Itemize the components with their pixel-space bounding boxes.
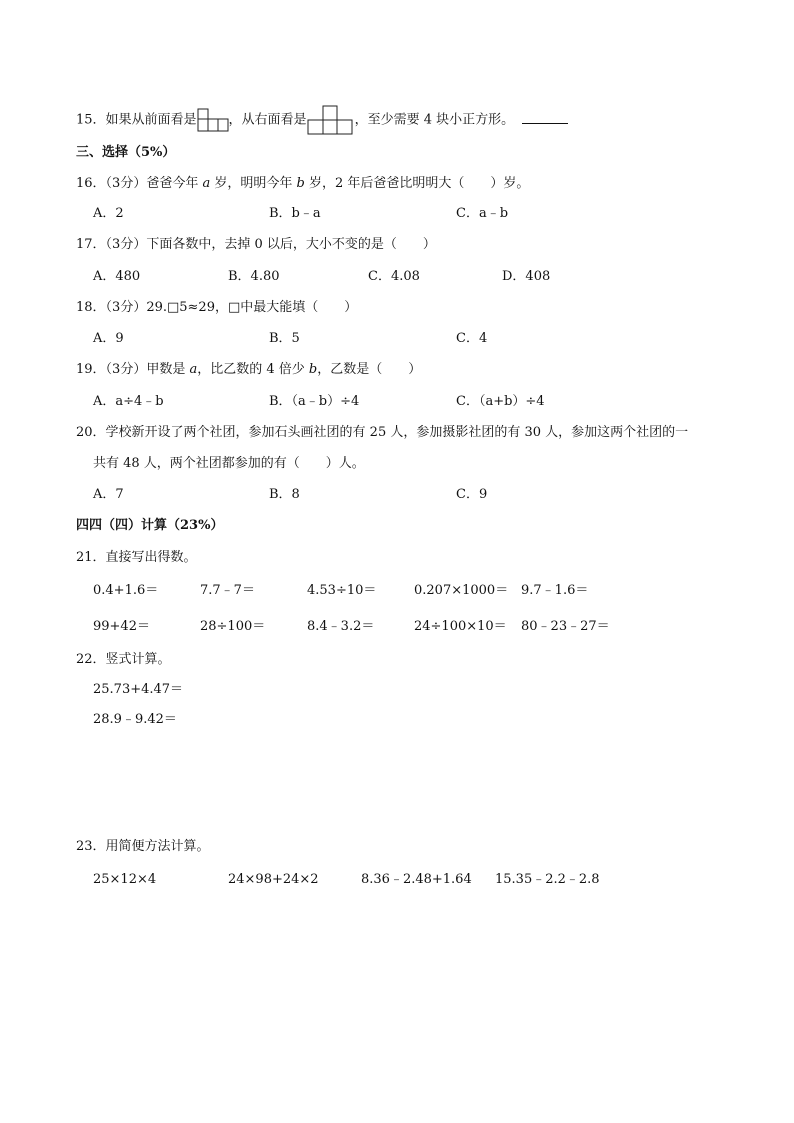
answer-blank[interactable]	[522, 111, 568, 124]
section-heading-choice: 三、选择（5%）	[76, 145, 176, 160]
q16-stem-a: 16．（3分）爸爸今年	[76, 176, 203, 191]
q17-option-c[interactable]: C．4.08	[368, 269, 420, 284]
q20-option-b[interactable]: B．8	[269, 487, 300, 502]
q19-option-c[interactable]: C．（a+b）÷4	[456, 394, 545, 409]
question-20-line-1: 20．学校新开设了两个社团，参加石头画社团的有 25 人，参加摄影社团的有 30 人，参加这两个社团的一	[76, 425, 689, 440]
q19-option-a[interactable]: A．a÷4﹣b	[93, 394, 164, 409]
q21-r1-c5: 9.7﹣1.6＝	[521, 583, 589, 598]
q19-stem-a: 19．（3分）甲数是	[76, 362, 190, 377]
question-22: 22．竖式计算。	[76, 652, 171, 667]
question-20-line-2: 共有 48 人，两个社团都参加的有（ ）人。	[93, 456, 365, 471]
right-view-figure	[307, 105, 355, 135]
q20-option-a[interactable]: A．7	[93, 487, 124, 502]
q16-var-a: a	[202, 176, 211, 191]
q19-var-b: b	[308, 362, 318, 377]
q15-suffix: ，至少需要 4 块小正方形。	[354, 112, 515, 128]
question-15	[76, 105, 568, 135]
q21-r2-c1: 99+42＝	[93, 619, 150, 634]
question-21: 21．直接写出得数。	[76, 550, 197, 565]
q21-r1-c3: 4.53÷10＝	[307, 583, 377, 598]
q19-stem-c: ，乙数是（ ）	[317, 362, 422, 377]
q15-middle: ，从右面看是	[228, 112, 307, 128]
q21-r1-c2: 7.7﹣7＝	[200, 583, 255, 598]
q23-item-3: 8.36﹣2.48+1.64	[361, 872, 472, 887]
question-16	[76, 175, 529, 193]
q18-option-b[interactable]: B．5	[269, 331, 300, 346]
q16-stem-c: 岁，2 年后爸爸比明明大（ ）岁。	[304, 176, 530, 191]
q16-option-c[interactable]: C．a﹣b	[456, 206, 509, 221]
q16-option-a[interactable]: A．2	[93, 206, 124, 221]
q17-option-b[interactable]: B．4.80	[228, 269, 280, 284]
q21-r2-c4: 24÷100×10＝	[414, 619, 507, 634]
q15-prefix: 15．如果从前面看是	[76, 112, 197, 128]
q18-option-a[interactable]: A．9	[93, 331, 124, 346]
question-19	[76, 361, 421, 379]
q16-option-b[interactable]: B．b﹣a	[269, 206, 321, 221]
q23-item-2: 24×98+24×2	[228, 872, 319, 887]
q23-item-4: 15.35﹣2.2﹣2.8	[495, 872, 600, 887]
question-23: 23．用简便方法计算。	[76, 839, 210, 854]
q16-stem-b: 岁，明明今年	[210, 176, 297, 191]
q18-option-c[interactable]: C．4	[456, 331, 488, 346]
q21-r1-c4: 0.207×1000＝	[414, 583, 509, 598]
q21-r2-c2: 28÷100＝	[200, 619, 266, 634]
q22-item-1: 25.73+4.47＝	[93, 682, 184, 697]
q17-option-a[interactable]: A．480	[93, 269, 141, 284]
q19-stem-b: ，比乙数的 4 倍少	[197, 362, 309, 377]
q19-var-a: a	[189, 362, 198, 377]
q19-option-b[interactable]: B．（a﹣b）÷4	[269, 394, 360, 409]
question-17: 17．（3分）下面各数中，去掉 0 以后，大小不变的是（ ）	[76, 237, 436, 252]
q21-r2-c3: 8.4﹣3.2＝	[307, 619, 375, 634]
q22-item-2: 28.9﹣9.42＝	[93, 712, 177, 727]
front-view-figure	[197, 108, 229, 132]
question-18: 18．（3分）29.□5≈29，□中最大能填（ ）	[76, 300, 358, 315]
q21-r1-c1: 0.4+1.6＝	[93, 583, 159, 598]
q17-option-d[interactable]: D．408	[502, 269, 551, 284]
section-heading-calculation: 四四（四）计算（23%）	[76, 518, 224, 533]
q16-var-b: b	[296, 176, 305, 191]
q21-r2-c5: 80﹣23﹣27＝	[521, 619, 610, 634]
q23-item-1: 25×12×4	[93, 872, 157, 887]
q20-option-c[interactable]: C．9	[456, 487, 488, 502]
